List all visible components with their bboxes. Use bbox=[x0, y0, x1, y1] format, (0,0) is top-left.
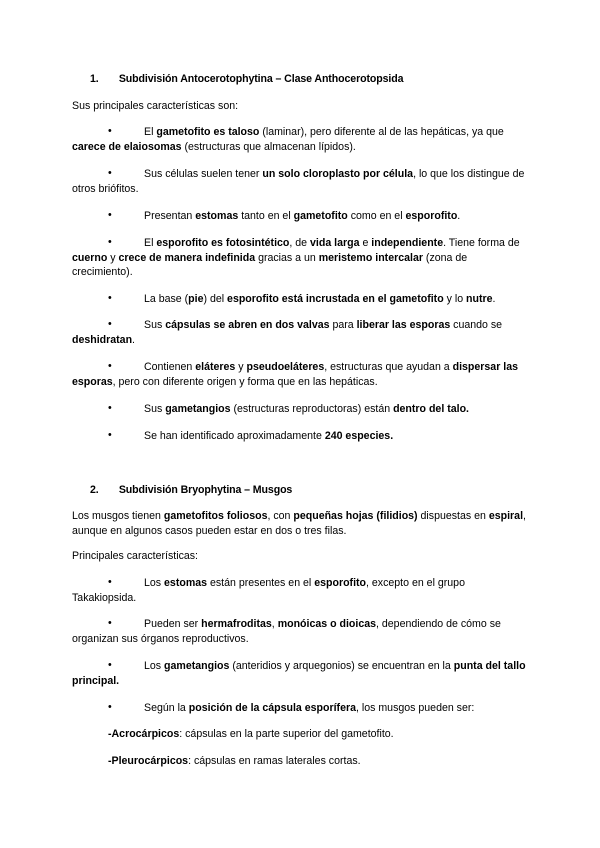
section-2-subheading: Principales características: bbox=[72, 550, 198, 562]
section-1-number: 1. bbox=[90, 73, 99, 85]
bullet-marker: • bbox=[108, 659, 112, 671]
section-1-intro: Sus principales características son: bbox=[72, 100, 239, 112]
bullet-marker: • bbox=[108, 167, 112, 179]
bullet-marker: • bbox=[108, 402, 112, 414]
bullet-marker: • bbox=[108, 125, 112, 137]
s2-bullet-1: Los estomas están presentes en el esporofito, excepto en el grupo Takakiopsida. bbox=[72, 577, 465, 604]
pleurocarpicos-line: -Pleurocárpicos: cápsulas en ramas laterales cortas. bbox=[108, 755, 361, 767]
s1-bullet-8: Sus gametangios (estructuras reproductoras) están dentro del talo. bbox=[144, 403, 469, 415]
bullet-marker: • bbox=[108, 576, 112, 588]
s1-bullet-2: Sus células suelen tener un solo cloroplasto por célula, lo que los distingue de otros briófitos. bbox=[72, 168, 525, 195]
s2-bullet-4: Según la posición de la cápsula esporífera, los musgos pueden ser: bbox=[144, 702, 475, 714]
section-1-heading bbox=[72, 72, 530, 87]
section-2-title: Subdivisión Bryophytina – Musgos bbox=[118, 484, 293, 496]
s2-bullet-2: Pueden ser hermafroditas, monóicas o dioicas, dependiendo de cómo se organizan sus órganos reproductivos. bbox=[72, 618, 501, 645]
s1-bullet-5: La base (pie) del esporofito está incrustada en el gametofito y lo nutre. bbox=[144, 293, 496, 305]
bullet-marker: • bbox=[108, 318, 112, 330]
s1-bullet-4: El esporofito es fotosintético, de vida larga e independiente. Tiene forma de cuerno y crece de manera indefinida gracias a un meristemo intercalar (zona de crecimiento). bbox=[72, 237, 520, 278]
section-2-heading bbox=[72, 483, 530, 498]
s1-bullet-7: Contienen eláteres y pseudoeláteres, estructuras que ayudan a dispersar las esporas, pero con diferente origen y forma que en las hepáticas. bbox=[72, 361, 518, 388]
s2-bullet-3: Los gametangios (anteridios y arquegonios) se encuentran en la punta del tallo principal. bbox=[72, 660, 526, 687]
section-2-intro: Los musgos tienen gametofitos foliosos, con pequeñas hojas (filidios) dispuestas en espiral, aunque en algunos casos pueden estar en dos o tres filas. bbox=[72, 510, 526, 537]
bullet-marker: • bbox=[108, 209, 112, 221]
s1-bullet-3: Presentan estomas tanto en el gametofito como en el esporofito. bbox=[144, 210, 461, 222]
bullet-marker: • bbox=[108, 236, 112, 248]
bullet-marker: • bbox=[108, 292, 112, 304]
s1-bullet-1: El gametofito es taloso (laminar), pero diferente al de las hepáticas, ya que carece de elaiosomas (estructuras que almacenan lípidos). bbox=[72, 126, 504, 153]
section-1-title: Subdivisión Antocerotophytina – Clase Anthocerotopsida bbox=[118, 73, 404, 85]
acrocarpicos-line: -Acrocárpicos: cápsulas en la parte superior del gametofito. bbox=[108, 728, 394, 740]
bullet-marker: • bbox=[108, 429, 112, 441]
s1-bullet-6: Sus cápsulas se abren en dos valvas para liberar las esporas cuando se deshidratan. bbox=[72, 319, 503, 346]
bullet-marker: • bbox=[108, 360, 112, 372]
s1-bullet-9: Se han identificado aproximadamente 240 especies. bbox=[144, 430, 394, 442]
bullet-marker: • bbox=[108, 701, 112, 713]
bullet-marker: • bbox=[108, 617, 112, 629]
section-2-number: 2. bbox=[90, 484, 99, 496]
